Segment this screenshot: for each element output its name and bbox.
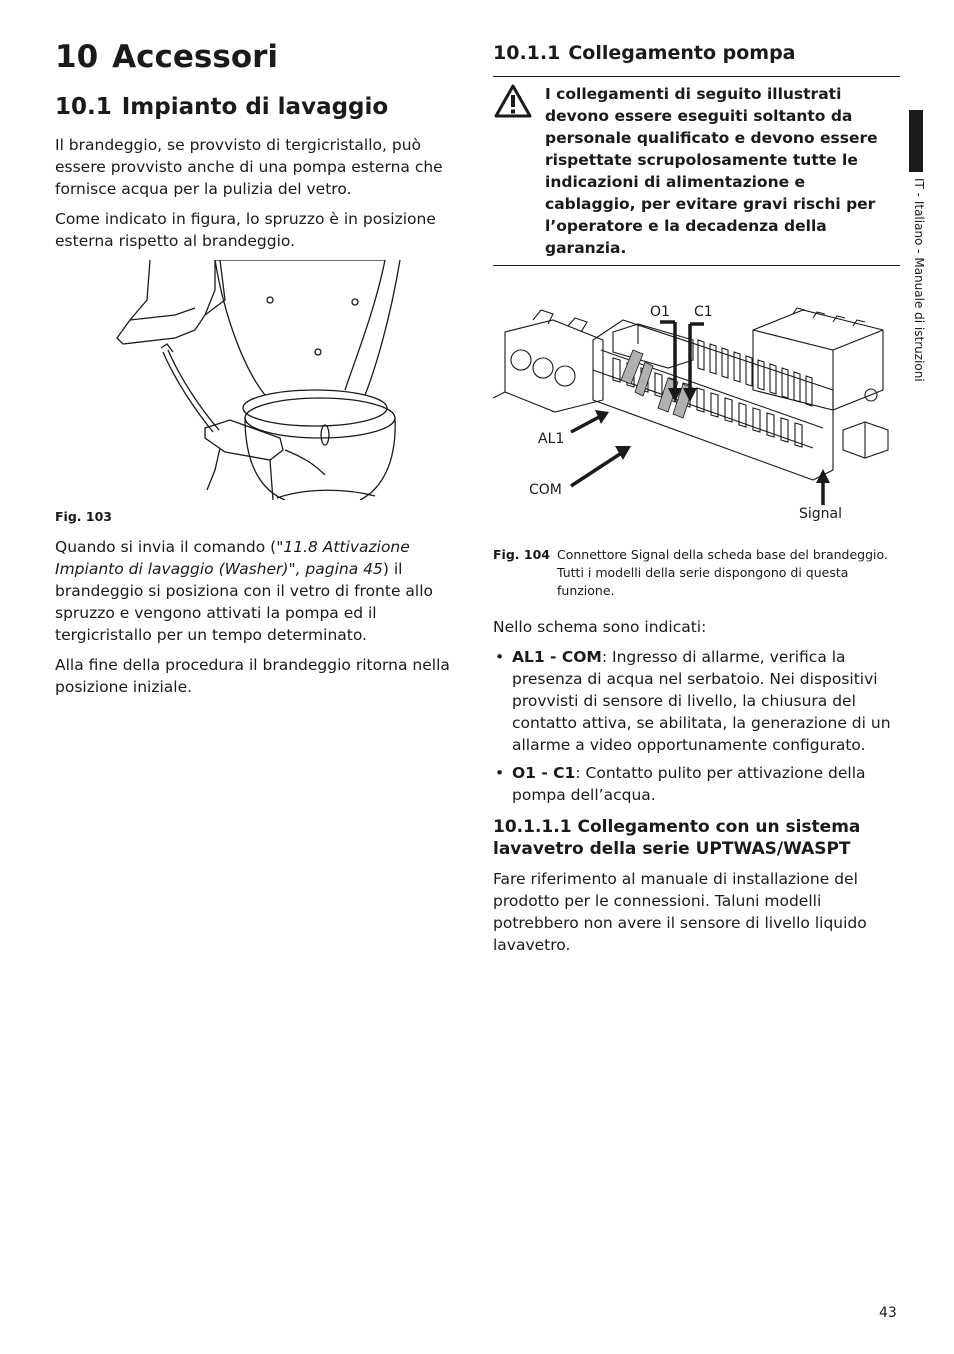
section-title: Accessori [112,39,279,75]
left-column [55,38,465,706]
figure-103-label: Fig. 103 [55,509,112,524]
subsection-heading [55,92,465,122]
ptz-washer-illustration [55,260,465,500]
figure-104-text: Connettore Signal della scheda base del brandeggio. Tutti i modelli della serie dispongono di questa funzione. [557,547,888,598]
end-procedure-paragraph: Alla fine della procedura il brandeggio ritorna nella posizione iniziale. [55,656,450,696]
figure-104-label: Fig. 104 [493,547,550,562]
pump-connection-title: Collegamento pompa [568,42,796,64]
schema-intro: Nello schema sono indicati: [493,618,707,636]
pump-connection-heading [493,40,900,66]
signal-connector-diagram [493,280,900,542]
label-al1: AL1 [538,431,565,447]
washer-system-title: Collegamento con un sistema lavavetro della serie UPTWAS/WASPT [493,817,861,859]
warning-box [493,76,900,266]
language-tab-marker [909,110,923,172]
subsection-title: Impianto di lavaggio [121,94,389,120]
label-signal: Signal [799,506,843,522]
label-c1: C1 [694,304,713,320]
page-number: 43 [879,1305,897,1321]
subsection-number: 10.1 [55,94,112,120]
section-number: 10 [55,39,99,75]
warning-triangle-icon [493,83,545,259]
figure-103 [55,260,465,500]
washer-system-heading [493,816,900,860]
language-tab-label: IT - Italiano - Manuale di istruzioni [912,178,926,382]
figure-103-caption [55,508,465,526]
label-o1: O1 [650,304,670,320]
cross-reference-link[interactable]: "11.8 Attivazione Impianto di lavaggio (Washer)", pagina 45 [55,538,410,578]
list-item-al1-com: • AL1 - COM: Ingresso di allarme, verifica la presenza di acqua nel serbatoio. Nei dispositivi provvisti di sensore di livello, la chiusura del contatto attiva, se abilitata, la generazione di un allarme a video opportunamente configurato. [493,646,900,756]
warning-text: I collegamenti di seguito illustrati devono essere eseguiti soltanto da personale qualificato e devono essere rispettate scrupolosamente tutte le indicazioni di alimentazione e cablaggio, per evitare gravi rischi per l’operatore e la decadenza della garanzia. [545,85,878,257]
washer-system-number: 10.1.1.1 [493,817,572,837]
command-paragraph: Quando si invia il comando ("11.8 Attivazione Impianto di lavaggio (Washer)", pagina 45) il brandeggio si posiziona con il vetro di fronte allo spruzzo e vengono attivati la pompa ed il tergicristallo per un tempo determinato. [55,538,434,644]
figure-104-caption [493,546,900,600]
label-com: COM [529,482,562,498]
section-heading [55,38,465,76]
connection-list [493,646,900,806]
spray-position-paragraph: Come indicato in figura, lo spruzzo è in posizione esterna rispetto al brandeggio. [55,210,436,250]
washer-system-paragraph: Fare riferimento al manuale di installazione del prodotto per le connessioni. Taluni modelli potrebbero non avere il sensore di livello liquido lavavetro. [493,870,867,954]
figure-104 [493,280,900,542]
intro-paragraph: Il brandeggio, se provvisto di tergicristallo, può essere provvisto anche di una pompa esterna che fornisce acqua per la pulizia del vetro. [55,136,443,198]
pump-connection-number: 10.1.1 [493,42,561,64]
right-column [493,40,900,964]
list-item-o1-c1: • O1 - C1: Contatto pulito per attivazione della pompa dell’acqua. [493,762,900,806]
